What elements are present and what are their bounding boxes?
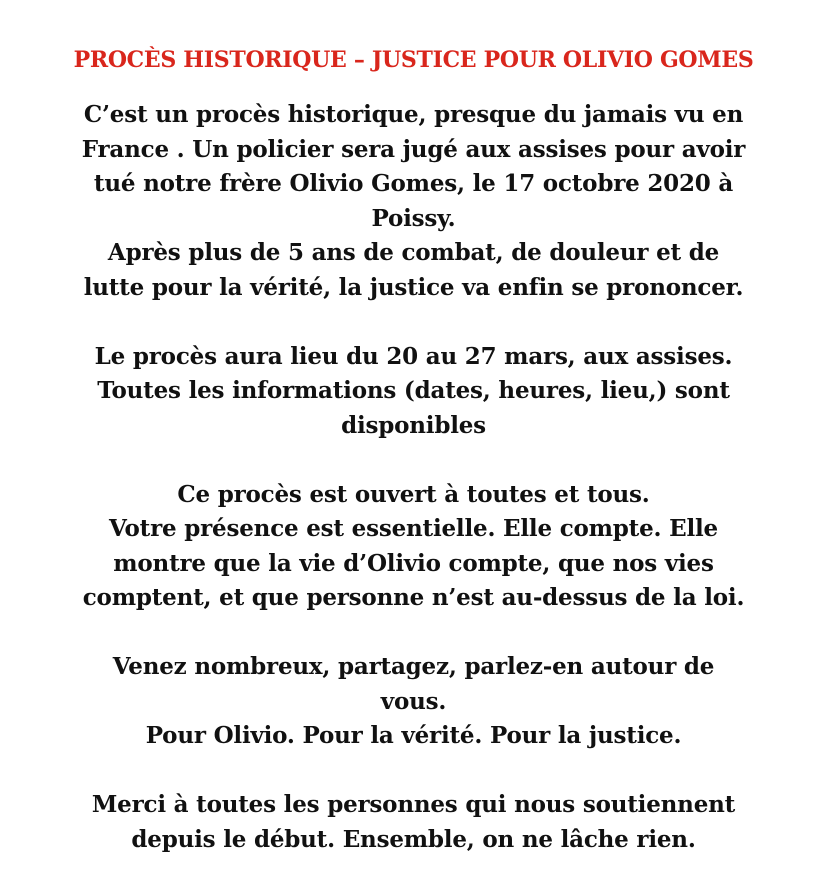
- text-line: Poissy.: [371, 204, 456, 232]
- text-line: comptent, et que personne n’est au-dessus de la loi.: [82, 584, 745, 611]
- text-line: Merci à toutes les personnes qui nous soutiennent: [91, 791, 736, 818]
- document-body: [40, 98, 787, 857]
- paragraph-thanks: [40, 788, 787, 857]
- paragraph-trial-announcement: [40, 98, 787, 305]
- text-line: tué notre frère Olivio Gomes, le 17 octobre 2020 à: [93, 170, 734, 197]
- text-line: C’est un procès historique, presque du jamais vu en: [83, 101, 744, 128]
- text-line: France . Un policier sera jugé aux assises pour avoir: [81, 135, 746, 163]
- text-line: Le procès aura lieu du 20 au 27 mars, aux assises.: [94, 342, 733, 370]
- paragraph-trial-dates: [40, 340, 787, 444]
- text-line: Après plus de 5 ans de combat, de douleur et de: [107, 239, 720, 266]
- document-title: PROCÈS HISTORIQUE – JUSTICE POUR OLIVIO GOMES: [73, 47, 754, 73]
- text-line: lutte pour la vérité, la justice va enfin se prononcer.: [83, 273, 744, 301]
- text-line: Pour Olivio. Pour la vérité. Pour la justice.: [145, 722, 682, 749]
- text-line: depuis le début. Ensemble, on ne lâche rien.: [131, 825, 696, 853]
- text-line: Toutes les informations (dates, heures, lieu,) sont: [97, 377, 730, 404]
- text-line: Ce procès est ouvert à toutes et tous.: [177, 480, 650, 508]
- text-line: Venez nombreux, partagez, parlez-en autour de: [112, 653, 715, 680]
- text-line: disponibles: [341, 411, 486, 439]
- paragraph-call-to-action: [40, 650, 787, 754]
- text-line: montre que la vie d’Olivio compte, que nos vies: [113, 549, 714, 577]
- text-line: Votre présence est essentielle. Elle compte. Elle: [109, 515, 718, 542]
- text-line: vous.: [380, 687, 447, 715]
- paragraph-open-trial: [40, 478, 787, 616]
